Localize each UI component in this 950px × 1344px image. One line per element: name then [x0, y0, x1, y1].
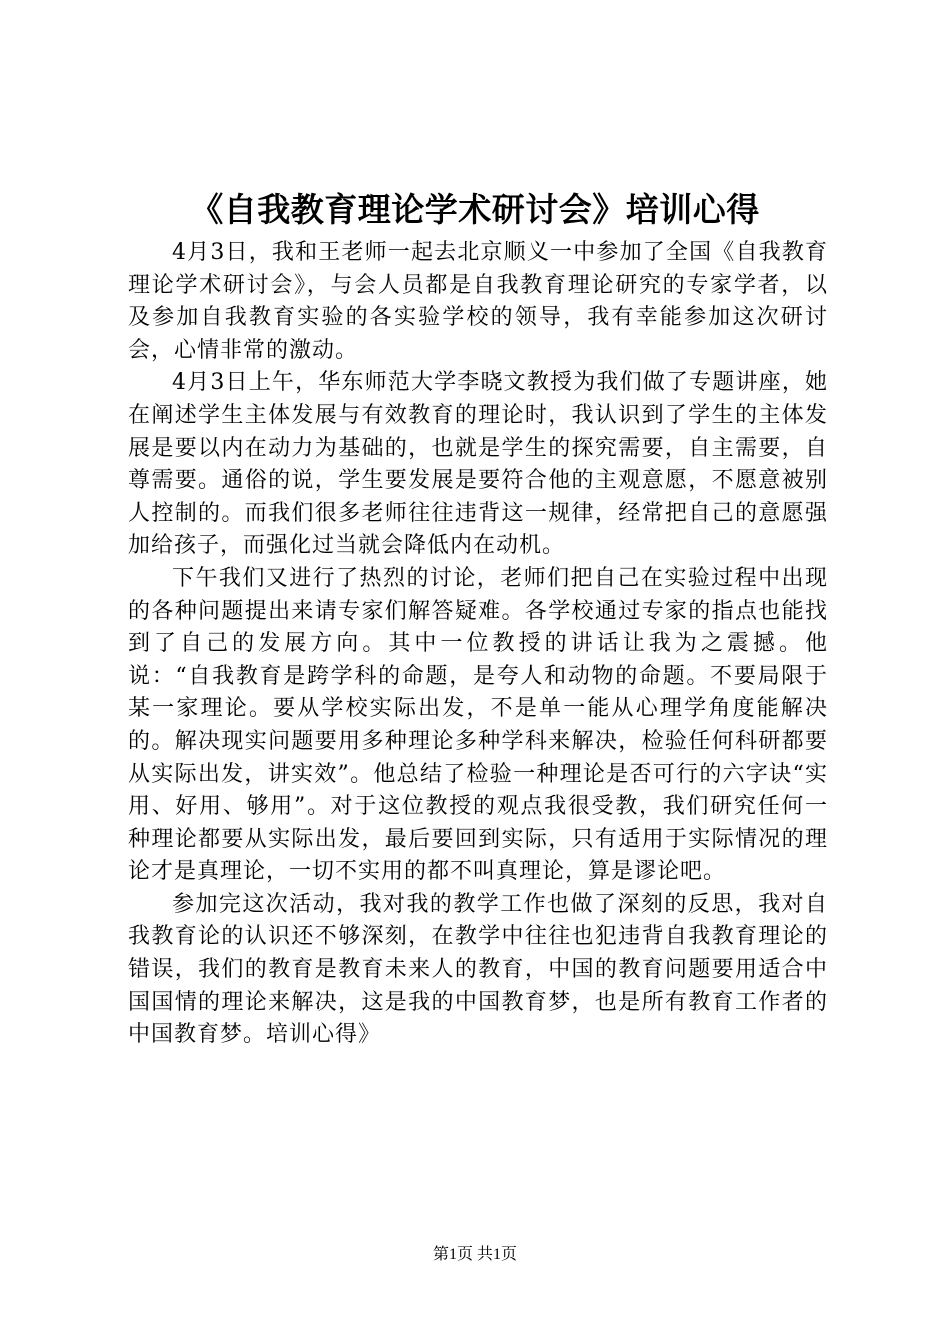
- page-footer: 第1页 共1页: [432, 1246, 517, 1263]
- document-body: [128, 237, 828, 1052]
- paragraph-3: 下午我们又进行了热烈的讨论，老师们把自己在实验过程中出现的各种问题提出来请专家们解答疑难。各学校通过专家的指点也能找到了自己的发展方向。其中一位教授的讲话让我为之震撼。他说：“自我教育是跨学科的命题，是夸人和动物的命题。不要局限于某一家理论。要从学校实际出发，不是单一能从心理学角度能解决的。解决现实问题要用多种理论多种学科来解决，检验任何科研都要从实际出发，讲实效”。他总结了检验一种理论是否可行的六字诀“实用、好用、够用”。对于这位教授的观点我很受教，我们研究任何一种理论都要从实际出发，最后要回到实际，只有适用于实际情况的理论才是真理论，一切不实用的都不叫真理论，算是谬论吧。: [128, 565, 828, 885]
- document-title: 《自我教育理论学术研讨会》培训心得: [190, 190, 760, 229]
- paragraph-2: 4月3日上午，华东师范大学李晓文教授为我们做了专题讲座，她在阐述学生主体发展与有效教育的理论时，我认识到了学生的主体发展是要以内在动力为基础的，也就是学生的探究需要，自主需要，自尊需要。通俗的说，学生要发展是要符合他的主观意愿，不愿意被别人控制的。而我们很多老师往往违背这一规律，经常把自己的意愿强加给孩子，而强化过当就会降低内在动机。: [128, 370, 828, 559]
- paragraph-4: 参加完这次活动，我对我的教学工作也做了深刻的反思，我对自我教育论的认识还不够深刻，在教学中往往也犯违背自我教育理论的错误，我们的教育是教育未来人的教育，中国的教育问题要用适合中国国情的理论来解决，这是我的中国教育梦，也是所有教育工作者的中国教育梦。培训心得》: [128, 891, 828, 1048]
- paragraph-1: 4月3日，我和王老师一起去北京顺义一中参加了全国《自我教育理论学术研讨会》，与会人员都是自我教育理论研究的专家学者，以及参加自我教育实验的各实验学校的领导，我有幸能参加这次研讨会，心情非常的激动。: [128, 240, 828, 363]
